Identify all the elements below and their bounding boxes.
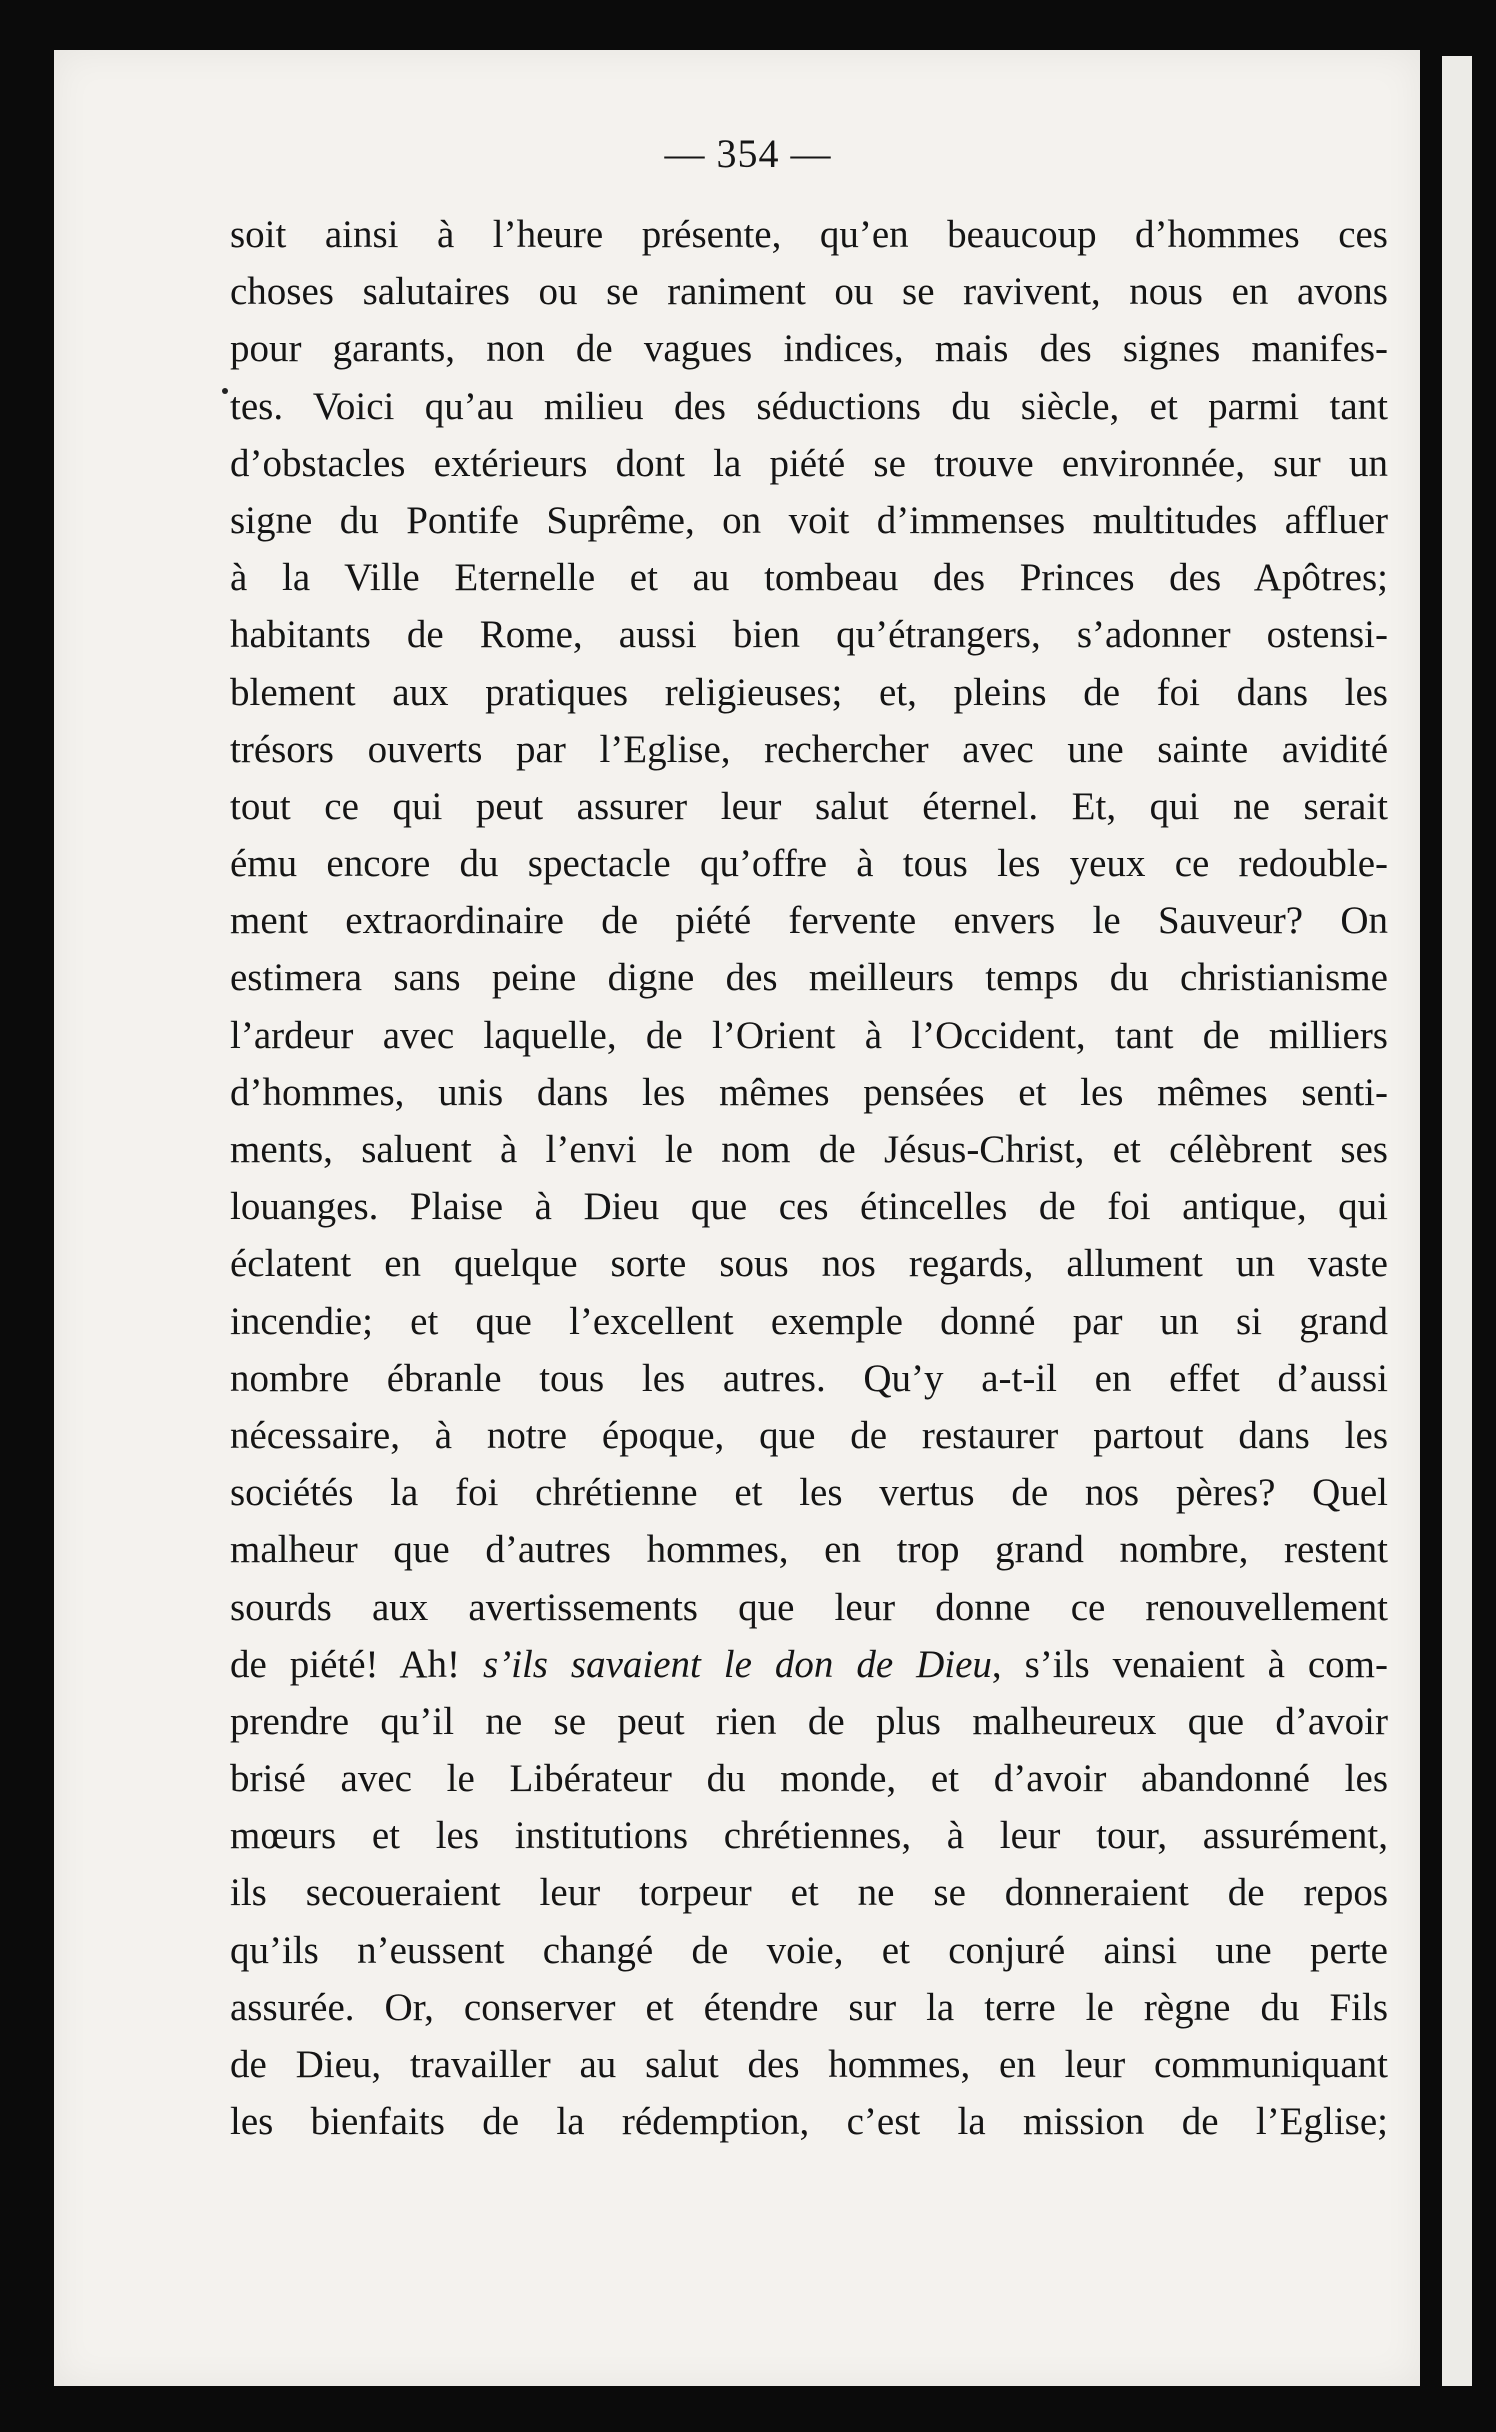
text-line: signe du Pontife Suprême, on voit d’immenses multitudes affluer xyxy=(230,498,1388,542)
text-line: brisé avec le Libérateur du monde, et d’avoir abandonné les xyxy=(230,1757,1388,1801)
text-run: , s’ils venaient à com- xyxy=(991,1642,1388,1686)
text-line: de Dieu, travailler au salut des hommes, en leur communiquant xyxy=(230,2043,1388,2086)
text-line: mœurs et les institutions chrétiennes, à leur tour, assurément, xyxy=(230,1814,1388,1858)
ink-speck xyxy=(222,388,228,394)
text-line: trésors ouverts par l’Eglise, rechercher avec une sainte avidité xyxy=(230,727,1388,771)
body-text xyxy=(230,206,1388,2150)
text-line: blement aux pratiques religieuses; et, pleins de foi dans les xyxy=(230,670,1388,714)
text-line: nécessaire, à notre époque, que de restaurer partout dans les xyxy=(230,1413,1388,1457)
text-line: malheur que d’autres hommes, en trop grand nombre, restent xyxy=(230,1528,1388,1572)
text-line: habitants de Rome, aussi bien qu’étrangers, s’adonner ostensi- xyxy=(230,613,1388,657)
text-line: tes. Voici qu’au milieu des séductions du siècle, et parmi tant xyxy=(230,384,1388,428)
text-line: choses salutaires ou se raniment ou se ravivent, nous en avons xyxy=(230,270,1388,314)
text-line: sociétés la foi chrétienne et les vertus de nos pères? Quel xyxy=(230,1471,1388,1515)
text-line: tout ce qui peut assurer leur salut éternel. Et, qui ne serait xyxy=(230,784,1388,828)
text-line: l’ardeur avec laquelle, de l’Orient à l’Occident, tant de milliers xyxy=(230,1013,1388,1057)
text-line: sourds aux avertissements que leur donne ce renouvellement xyxy=(230,1585,1388,1629)
text-line: éclatent en quelque sorte sous nos regards, allument un vaste xyxy=(230,1242,1388,1286)
text-line: à la Ville Eternelle et au tombeau des Princes des Apôtres; xyxy=(230,556,1388,600)
text-run: de piété! Ah! xyxy=(230,1642,483,1686)
text-line: pour garants, non de vagues indices, mais des signes manifes- xyxy=(230,327,1388,371)
text-line: ment extraordinaire de piété fervente envers le Sauveur? On xyxy=(230,899,1388,943)
text-line: d’hommes, unis dans les mêmes pensées et les mêmes senti- xyxy=(230,1070,1388,1114)
text-line: estimera sans peine digne des meilleurs temps du christianisme xyxy=(230,956,1388,1000)
text-line: louanges. Plaise à Dieu que ces étincelles de foi antique, qui xyxy=(230,1185,1388,1229)
text-line: ils secoueraient leur torpeur et ne se donneraient de repos xyxy=(230,1871,1388,1915)
text-line: prendre qu’il ne se peut rien de plus malheureux que d’avoir xyxy=(230,1699,1388,1743)
text-line: ments, saluent à l’envi le nom de Jésus-Christ, et célèbrent ses xyxy=(230,1128,1388,1171)
text-line: d’obstacles extérieurs dont la piété se trouve environnée, sur un xyxy=(230,441,1388,485)
text-line: incendie; et que l’excellent exemple donné par un si grand xyxy=(230,1299,1388,1343)
next-page-edge xyxy=(1442,56,1472,2386)
text-line: qu’ils n’eussent changé de voie, et conjuré ainsi une perte xyxy=(230,1928,1388,1972)
text-line: ému encore du spectacle qu’offre à tous les yeux ce redouble- xyxy=(230,842,1388,886)
page-number: — 354 — xyxy=(664,131,832,176)
italic-quote: s’ils savaient le don de Dieu xyxy=(482,1642,992,1686)
text-line: les bienfaits de la rédemption, c’est la mission de l’Eglise; xyxy=(230,2100,1388,2144)
text-line-with-italic xyxy=(230,1636,1388,1693)
text-line: assurée. Or, conserver et étendre sur la terre le règne du Fils xyxy=(230,1985,1388,2029)
text-line: soit ainsi à l’heure présente, qu’en beaucoup d’hommes ces xyxy=(230,213,1388,256)
text-line: nombre ébranle tous les autres. Qu’y a-t-il en effet d’aussi xyxy=(230,1356,1388,1400)
